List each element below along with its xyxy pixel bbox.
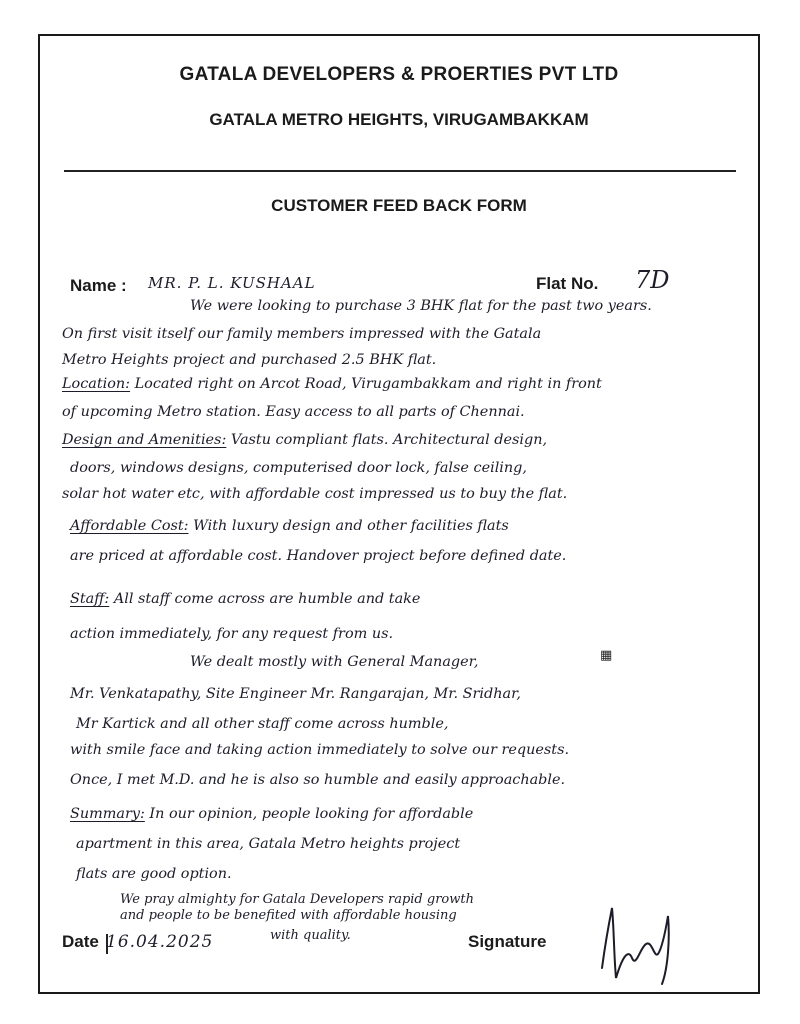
feedback-line (62, 326, 541, 342)
feedback-text: With luxury design and other facilities flats (188, 518, 509, 534)
feedback-text: Located right on Arcot Road, Virugambakkam and right in front (130, 376, 602, 392)
section-heading: Affordable Cost: (70, 518, 189, 534)
section-heading: Design and Amenities: (62, 432, 227, 448)
feedback-text: Mr Kartick and all other staff come across humble, (76, 716, 449, 732)
feedback-line (270, 928, 351, 943)
feedback-line (62, 404, 525, 420)
feedback-text: All staff come across are humble and take (109, 591, 421, 607)
feedback-line (62, 432, 547, 448)
feedback-form (38, 34, 760, 994)
feedback-line (190, 654, 479, 670)
scribble-mark: ▦ (600, 648, 613, 663)
feedback-text: Once, I met M.D. and he is also so humble and easily approachable. (70, 772, 566, 788)
feedback-text: Vastu compliant flats. Architectural design, (226, 432, 548, 448)
name-value: MR. P. L. KUSHAAL (148, 274, 316, 292)
date-label: Date (62, 932, 99, 951)
feedback-line (70, 742, 569, 758)
feedback-line (62, 486, 567, 502)
feedback-line (76, 866, 232, 882)
header-divider (64, 170, 736, 172)
company-name: GATALA DEVELOPERS & PROERTIES PVT LTD (179, 64, 619, 85)
feedback-text: are priced at affordable cost. Handover project before defined date. (70, 548, 567, 564)
signature-label: Signature (468, 932, 547, 951)
feedback-text: flats are good option. (76, 866, 232, 882)
section-heading: Location: (62, 376, 131, 392)
feedback-line (70, 548, 566, 564)
feedback-text: with quality. (270, 928, 351, 943)
feedback-text: We were looking to purchase 3 BHK flat for the past two years. (190, 298, 652, 314)
feedback-text: We pray almighty for Gatala Developers rapid growth (120, 892, 474, 907)
feedback-text: with smile face and taking action immediately to solve our requests. (70, 742, 570, 758)
feedback-text: We dealt mostly with General Manager, (190, 654, 479, 670)
date-value: 16.04.2025 (106, 932, 214, 952)
feedback-line (120, 908, 457, 923)
feedback-text: In our opinion, people looking for affordable (144, 806, 474, 822)
section-heading: Staff: (70, 591, 110, 607)
signature-mark (592, 898, 684, 988)
feedback-text: apartment in this area, Gatala Metro heights project (76, 836, 461, 852)
feedback-line (70, 518, 509, 534)
feedback-text: On first visit itself our family members impressed with the Gatala (62, 326, 542, 342)
name-label: Name : (70, 276, 127, 295)
feedback-line (70, 806, 473, 822)
feedback-text: action immediately, for any request from us. (70, 626, 394, 642)
form-title: CUSTOMER FEED BACK FORM (271, 196, 527, 215)
feedback-line (70, 772, 565, 788)
feedback-line (70, 460, 527, 476)
feedback-text: Metro Heights project and purchased 2.5 BHK flat. (62, 352, 437, 368)
feedback-text: solar hot water etc, with affordable cost impressed us to buy the flat. (62, 486, 568, 502)
feedback-text: and people to be benefited with affordable housing (120, 908, 457, 923)
section-heading: Summary: (70, 806, 145, 822)
feedback-line (62, 352, 436, 368)
project-name: GATALA METRO HEIGHTS, VIRUGAMBAKKAM (209, 110, 589, 129)
feedback-line (76, 836, 460, 852)
feedback-line (70, 686, 521, 702)
feedback-line (190, 298, 652, 314)
feedback-text: of upcoming Metro station. Easy access to all parts of Chennai. (62, 404, 525, 420)
feedback-line (70, 626, 393, 642)
feedback-line (70, 591, 420, 607)
feedback-line (62, 376, 602, 392)
feedback-line (120, 892, 474, 907)
flat-value: 7D (635, 266, 670, 294)
feedback-text: doors, windows designs, computerised door lock, false ceiling, (70, 460, 527, 476)
flat-label: Flat No. (536, 274, 599, 293)
feedback-line (76, 716, 448, 732)
feedback-text: Mr. Venkatapathy, Site Engineer Mr. Rangarajan, Mr. Sridhar, (70, 686, 521, 702)
